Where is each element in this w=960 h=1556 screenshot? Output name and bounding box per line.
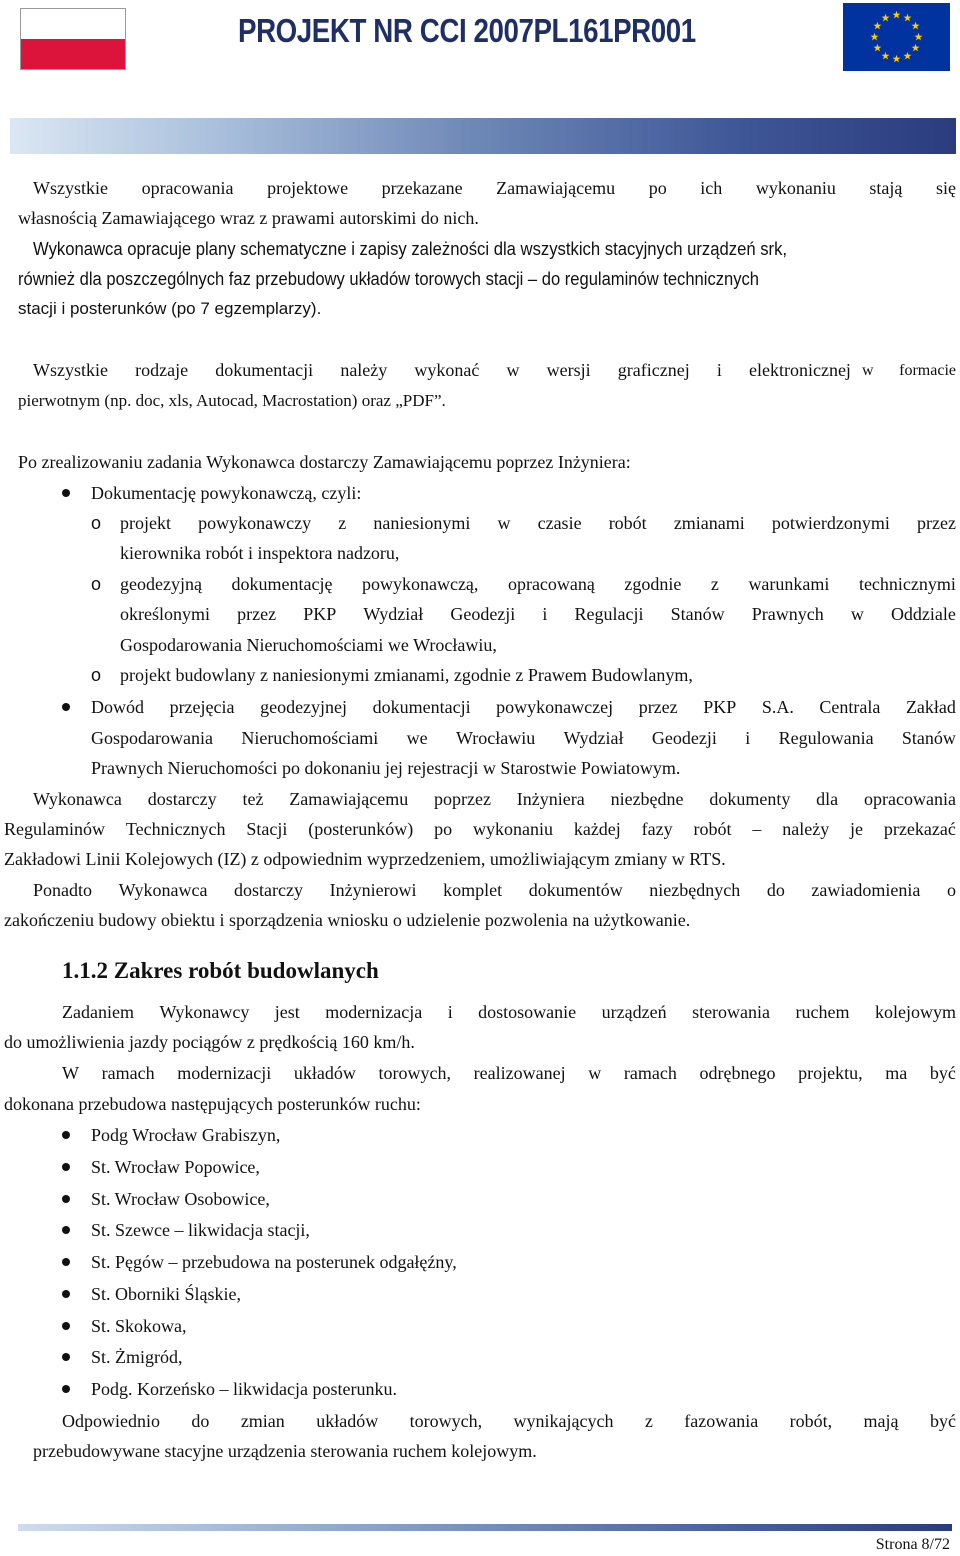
- word: torowych,: [409, 1411, 483, 1431]
- bullet-icon: [62, 1258, 70, 1266]
- word: wykonać: [414, 360, 480, 380]
- word: Inżyniera: [516, 789, 585, 809]
- station-item: St. Wrocław Popowice,: [91, 1156, 260, 1177]
- word: Wszystkie: [33, 178, 108, 198]
- word: zmianami: [673, 513, 745, 533]
- word: W: [62, 1063, 79, 1083]
- p5-line-1: [33, 784, 956, 814]
- word: Wykonawca: [118, 880, 208, 900]
- word: –: [752, 819, 762, 839]
- word: Dowód: [91, 697, 144, 717]
- word: po: [648, 178, 667, 198]
- word: przez: [237, 604, 277, 624]
- bullet-icon: [62, 1290, 70, 1298]
- word: poprzez: [434, 789, 491, 809]
- p3-line-1a: [33, 355, 851, 385]
- word: ramach: [101, 1063, 155, 1083]
- station-item: Podg Wrocław Grabiszyn,: [91, 1125, 281, 1145]
- word: Zadaniem: [62, 1002, 134, 1022]
- word: dokumentacji: [372, 697, 471, 717]
- word: powykonawczy: [198, 513, 312, 533]
- word: należy: [340, 360, 388, 380]
- word: też: [242, 789, 264, 809]
- word: w: [506, 360, 520, 380]
- page-number: Strona 8/72: [875, 1536, 950, 1553]
- sub-bullet-icon: o: [91, 574, 102, 594]
- station-item: St. Szewce – likwidacja stacji,: [91, 1220, 310, 1241]
- word: i: [447, 1002, 453, 1022]
- word: się: [936, 178, 956, 198]
- word: Stanów: [670, 604, 725, 624]
- word: w: [850, 604, 864, 624]
- word: PKP: [303, 604, 337, 624]
- bullet-icon: [62, 1226, 70, 1234]
- sub-bullet-icon: o: [91, 665, 102, 685]
- word: we: [406, 728, 428, 748]
- word: mają: [863, 1411, 899, 1431]
- bullet-icon: [62, 1322, 70, 1330]
- word: je: [850, 819, 864, 839]
- word: należy: [782, 819, 830, 839]
- station-item: St. Oborniki Śląskie,: [91, 1283, 242, 1304]
- word: robót,: [789, 1411, 833, 1431]
- word: dostosowanie: [478, 1002, 577, 1022]
- p7-line-2: do umożliwienia jazdy pociągów z prędkością 160 km/h.: [4, 1032, 415, 1052]
- word: dokumentów: [528, 880, 623, 900]
- word: fazy: [641, 819, 673, 839]
- word: potwierdzonymi: [771, 513, 890, 533]
- p4-sub-2-line-3: Gospodarowania Nieruchomościami we Wrocławiu,: [120, 635, 497, 655]
- word: urządzeń: [601, 1002, 667, 1022]
- word: modernizacja: [325, 1002, 423, 1022]
- p4-bullet-2-line-1: [91, 692, 956, 722]
- word: i: [542, 604, 548, 624]
- word: Nieruchomościami: [241, 728, 379, 748]
- word: elektronicznej: [748, 360, 851, 380]
- p1-line-1: [33, 173, 956, 203]
- word: i: [716, 360, 722, 380]
- bullet-icon: [62, 1131, 70, 1139]
- word: każdej: [573, 819, 621, 839]
- word: układów: [293, 1063, 356, 1083]
- word: być: [929, 1063, 956, 1083]
- word: przekazać: [883, 819, 956, 839]
- p4-sub-3: projekt budowlany z naniesionymi zmianami, zgodnie z Prawem Budowlanym,: [120, 665, 693, 685]
- p4-sub-1-line-1: [120, 508, 956, 538]
- word: S.A.: [761, 697, 794, 717]
- word: modernizacji: [177, 1063, 272, 1083]
- word: Technicznych: [125, 819, 226, 839]
- word: ruchem: [795, 1002, 850, 1022]
- word: dokumentację: [231, 574, 333, 594]
- word: naniesionymi: [373, 513, 471, 533]
- p4-sub-2-line-2: [120, 599, 956, 629]
- word: Centrala: [819, 697, 881, 717]
- word: realizowanej: [473, 1063, 566, 1083]
- word: geodezyjnej: [260, 697, 348, 717]
- word: być: [929, 1411, 956, 1431]
- word: projektowe: [267, 178, 349, 198]
- word: w: [497, 513, 511, 533]
- p4-bullet-1: Dokumentację powykonawczą, czyli:: [91, 483, 362, 503]
- word: po: [434, 819, 453, 839]
- p3-line-1b: [862, 356, 956, 386]
- word: z: [710, 574, 719, 594]
- word: Geodezji: [450, 604, 516, 624]
- p8-line-2: dokonana przebudowa następujących posterunków ruchu:: [4, 1094, 421, 1114]
- word: Oddziale: [890, 604, 956, 624]
- p4-bullet-2-line-3: Prawnych Nieruchomości po dokonaniu jej rejestracji w Starostwie Powiatowym.: [91, 758, 681, 778]
- word: dokumenty: [709, 789, 791, 809]
- eu-flag-icon: [843, 3, 950, 71]
- word: PKP: [703, 697, 737, 717]
- word: i: [745, 728, 751, 748]
- word: torowych,: [378, 1063, 451, 1083]
- word: o: [946, 880, 956, 900]
- word: Zakład: [905, 697, 956, 717]
- word: w: [588, 1063, 602, 1083]
- word: jest: [274, 1002, 300, 1022]
- word: z: [644, 1411, 653, 1431]
- word: określonymi: [120, 604, 210, 624]
- word: Stanów: [901, 728, 956, 748]
- word: Regulaminów: [4, 819, 105, 839]
- word: ich: [700, 178, 723, 198]
- word: zmian: [240, 1411, 285, 1431]
- word: rodzaje: [135, 360, 189, 380]
- word: przez: [917, 513, 956, 533]
- word: Wykonawcy: [159, 1002, 250, 1022]
- p8-line-1: [62, 1058, 956, 1088]
- word: odrębnego: [699, 1063, 776, 1083]
- p2-line-1: Wykonawca opracuje plany schematyczne i zapisy zależności dla wszystkich stacyjnych urządzeń srk,: [33, 239, 788, 259]
- word: niezbędne: [610, 789, 684, 809]
- word: sterowania: [692, 1002, 771, 1022]
- word: robót: [608, 513, 647, 533]
- p4-bullet-2-line-2: [91, 723, 956, 753]
- word: czasie: [537, 513, 582, 533]
- p4-intro: Po zrealizowaniu zadania Wykonawca dostarczy Zamawiającemu poprzez Inżyniera:: [18, 452, 631, 472]
- word: niezbędnych: [649, 880, 741, 900]
- word: dostarczy: [234, 880, 304, 900]
- word: projekt: [120, 513, 171, 533]
- section-heading: 1.1.2 Zakres robót budowlanych: [62, 958, 379, 983]
- bullet-icon: [62, 489, 70, 497]
- word: opracowania: [863, 789, 956, 809]
- word: Wykonawca: [33, 789, 122, 809]
- flag-red-stripe: [21, 39, 125, 69]
- word: dla: [816, 789, 839, 809]
- word: dostarczy: [147, 789, 217, 809]
- word: przez: [638, 697, 678, 717]
- p1-line-2: własnością Zamawiającego wraz z prawami autorskimi do nich.: [18, 208, 479, 228]
- station-item: St. Wrocław Osobowice,: [91, 1188, 270, 1209]
- station-item: St. Pęgów – przebudowa na posterunek odgałęźny,: [91, 1252, 457, 1272]
- word: przekazane: [381, 178, 463, 198]
- word: Prawnych: [751, 604, 824, 624]
- word: komplet: [443, 880, 503, 900]
- word: Zamawiającemu: [496, 178, 616, 198]
- word: Wydział: [363, 604, 424, 624]
- word: geodezyjną: [120, 574, 202, 594]
- word: Zamawiającemu: [289, 789, 409, 809]
- header-gradient-bar: [10, 118, 956, 154]
- page-header-title: PROJEKT NR CCI 2007PL161PR001: [238, 12, 696, 49]
- word: do: [766, 880, 785, 900]
- p9-line-2: przebudowywane stacyjne urządzenia sterowania ruchem kolejowym.: [33, 1441, 537, 1461]
- word: zawiadomienia: [811, 880, 921, 900]
- word: zgodnie: [624, 574, 682, 594]
- bullet-icon: [62, 1385, 70, 1393]
- p5-line-3: Zakładowi Linii Kolejowych (IZ) z odpowiednim wyprzedzeniem, umożliwiającym zmiany w RTS.: [4, 849, 726, 869]
- word: technicznymi: [858, 574, 956, 594]
- p5-line-2: [4, 814, 956, 844]
- word: Odpowiednio: [62, 1411, 160, 1431]
- p2-line-3: stacji i posterunków (po 7 egzemplarzy).: [18, 299, 322, 318]
- word: przejęcia: [169, 697, 235, 717]
- word: Geodezji: [651, 728, 717, 748]
- p6-line-1: [33, 875, 956, 905]
- p6-line-2: zakończeniu budowy obiektu i sporządzenia wniosku o udzielenie pozwolenia na użytkowanie.: [4, 910, 691, 930]
- word: warunkami: [748, 574, 830, 594]
- word: w: [862, 362, 874, 379]
- word: ma: [885, 1063, 908, 1083]
- p3-line-2: pierwotnym (np. doc, xls, Autocad, Macrostation) oraz „PDF”.: [18, 391, 446, 410]
- word: stają: [869, 178, 903, 198]
- word: kolejowym: [874, 1002, 956, 1022]
- word: Wydział: [563, 728, 624, 748]
- word: fazowania: [684, 1411, 759, 1431]
- p7-line-1: [62, 997, 956, 1027]
- word: ramach: [623, 1063, 677, 1083]
- word: powykonawczą,: [361, 574, 479, 594]
- bullet-icon: [62, 703, 70, 711]
- word: dokumentacji: [215, 360, 314, 380]
- word: z: [338, 513, 347, 533]
- word: Wrocławiu: [456, 728, 536, 748]
- word: wykonaniu: [755, 178, 836, 198]
- p2-line-2: również dla poszczególnych faz przebudowy układów torowych stacji – do regulaminów technicznych: [18, 269, 759, 289]
- word: Regulacji: [574, 604, 644, 624]
- sub-bullet-icon: o: [91, 513, 102, 533]
- p4-sub-1-line-2: kierownika robót i inspektora nadzoru,: [120, 543, 400, 563]
- station-item: Podg. Korzeńsko – likwidacja posterunku.: [91, 1379, 397, 1399]
- word: układów: [316, 1411, 379, 1431]
- word: wykonaniu: [472, 819, 553, 839]
- footer-gradient-bar: [18, 1524, 952, 1531]
- word: Regulowania: [778, 728, 874, 748]
- bullet-icon: [62, 1353, 70, 1361]
- flag-white-stripe: [21, 9, 125, 39]
- word: Ponadto: [33, 880, 93, 900]
- word: opracowaną: [507, 574, 595, 594]
- word: (posterunków): [308, 819, 414, 839]
- word: projektu,: [798, 1063, 863, 1083]
- word: robót: [693, 819, 732, 839]
- bullet-icon: [62, 1163, 70, 1171]
- word: do: [191, 1411, 210, 1431]
- word: Gospodarowania: [91, 728, 213, 748]
- word: powykonawczej: [496, 697, 614, 717]
- word: graficznej: [617, 360, 690, 380]
- p4-sub-2-line-1: [120, 569, 956, 599]
- word: wynikających: [513, 1411, 614, 1431]
- word: Inżynierowi: [329, 880, 417, 900]
- word: Stacji: [246, 819, 288, 839]
- bullet-icon: [62, 1195, 70, 1203]
- p9-line-1: [62, 1406, 956, 1436]
- word: wersji: [546, 360, 591, 380]
- polish-flag-icon: [20, 8, 126, 70]
- station-item: St. Żmigród,: [91, 1347, 183, 1368]
- word: opracowania: [141, 178, 234, 198]
- word: Wszystkie: [33, 360, 108, 380]
- word: formacie: [899, 362, 956, 379]
- station-item: St. Skokowa,: [91, 1315, 187, 1336]
